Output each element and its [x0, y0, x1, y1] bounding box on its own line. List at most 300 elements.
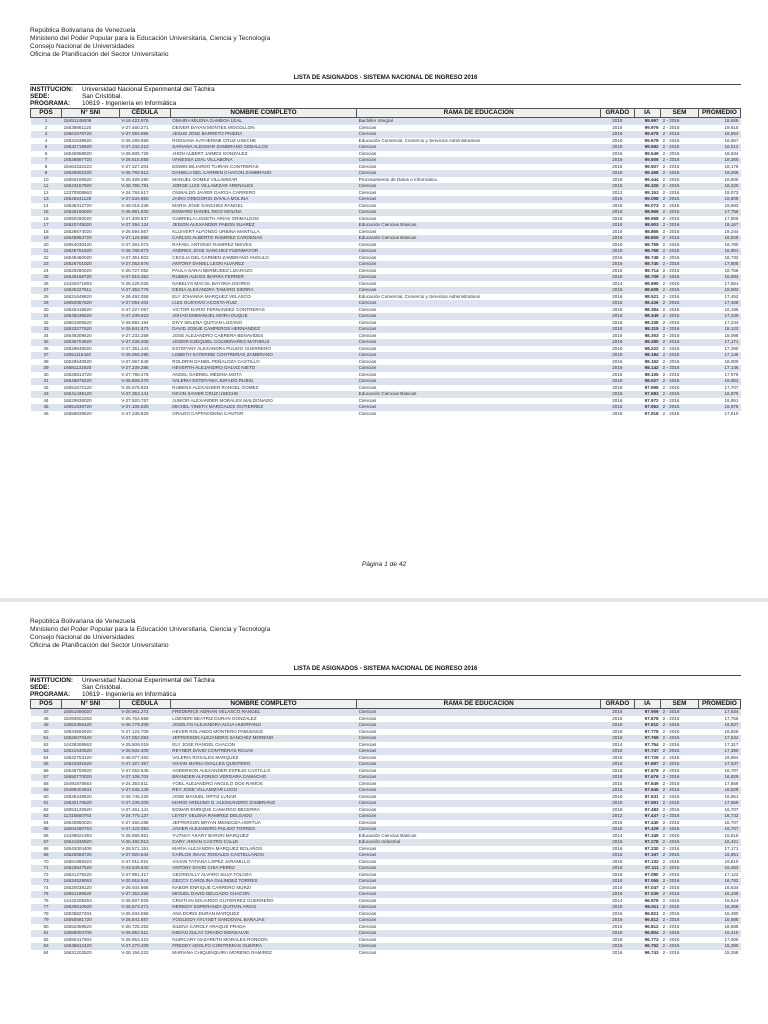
cell-sem: 2 - 2016	[661, 722, 699, 729]
cell-promedio: 16,707	[698, 768, 740, 775]
cell-ia: 97.230	[634, 846, 661, 853]
cell-cedula: V-26.961.272	[119, 709, 170, 716]
cell-sem: 2 - 2016	[661, 755, 699, 762]
cell-nombre: ANA DORIS DURAN MARQUEZ	[170, 911, 356, 918]
cell-rama: Bachiller Integral	[357, 118, 601, 125]
cell-grado: 2016	[601, 820, 634, 827]
cell-pos: 22	[31, 255, 62, 262]
cell-grado: 2016	[601, 339, 634, 346]
cell-nombre: NIDIAN ZULAY CRIADO MONSALVE	[170, 930, 356, 937]
cell-promedio: 16,952	[698, 378, 740, 385]
cell-rama: Ciencias	[357, 716, 601, 723]
cell-cedula: V-26.675.924	[119, 385, 170, 392]
cell-rama: Ciencias	[357, 287, 601, 294]
cell-rama: Procesamiento de Datos e Informática	[357, 177, 601, 184]
cell-promedio: 16,951	[698, 794, 740, 801]
cell-cedula: V-27.227.057	[119, 307, 170, 314]
cell-ia: 97.483	[634, 807, 661, 814]
cell-rama: Ciencias	[357, 846, 601, 853]
cell-grado: 2016	[601, 229, 634, 236]
cell-grado: 2016	[601, 196, 634, 203]
cell-cedula: V-28.016.336	[119, 203, 170, 210]
cell-pos: 81	[31, 930, 62, 937]
cell-sni: 16550280020	[62, 216, 120, 223]
cell-sem: 2 - 2016	[661, 255, 699, 262]
cell-nombre: ORAZIO CAPPADONNA CANTOR	[170, 411, 356, 418]
cell-grado: 2015	[601, 781, 634, 788]
cell-ia: 98.903	[634, 222, 661, 229]
cell-promedio: 16,585	[698, 917, 740, 924]
cell-sni: 16526155020	[62, 209, 120, 216]
programa-label: PROGRAMA:	[30, 691, 71, 698]
cell-grado: 2016	[601, 800, 634, 807]
cell-sem: 2 - 2016	[661, 365, 699, 372]
cell-sni: 16464332223	[62, 164, 120, 171]
cell-pos: 56	[31, 768, 62, 775]
cell-sem: 2 - 2016	[661, 794, 699, 801]
cell-ia: 97.440	[634, 820, 661, 827]
cell-nombre: JOSE MANUEL ORTIZ LUNAR	[170, 794, 356, 801]
cell-sem: 2 - 2016	[661, 313, 699, 320]
cell-nombre: LOENDRI BEATRIZ DURAN GONZALEZ	[170, 716, 356, 723]
cell-grado: 2016	[601, 904, 634, 911]
cell-cedula: V-26.727.052	[119, 268, 170, 275]
cell-promedio: 19,244	[698, 229, 740, 236]
cell-rama: Ciencias	[357, 943, 601, 950]
cell-pos: 11	[31, 183, 62, 190]
cell-rama: Ciencias	[357, 307, 601, 314]
cell-nombre: LISBETH KATERINE CONTRERAS ZAMBRANO	[170, 352, 356, 359]
cell-sem: 2 - 2016	[661, 216, 699, 223]
cell-grado: 2014	[601, 898, 634, 905]
cell-nombre: OMAIRA MILENA GAMBOA LEAL	[170, 118, 356, 125]
cell-ia: 97.591	[634, 800, 661, 807]
cell-promedio: 17,805	[698, 216, 740, 223]
cell-sni: 16540850020	[62, 820, 120, 827]
cell-rama: Ciencias	[357, 346, 601, 353]
cell-pos: 3	[31, 131, 62, 138]
cell-pos: 84	[31, 950, 62, 957]
cell-nombre: LUIS GUSTAVO ACOSTA RUIZ	[170, 300, 356, 307]
cell-grado: 2016	[601, 333, 634, 340]
cell-sem: 2 - 2016	[661, 372, 699, 379]
cell-sni: 16525610920	[62, 904, 120, 911]
col-header-grado: GRADO	[601, 109, 634, 118]
cell-sem: 2 - 2016	[661, 911, 699, 918]
assigned-table	[30, 699, 741, 956]
cell-promedio: 16,707	[698, 820, 740, 827]
cell-nombre: JUNIOR ALEXANDER MORALES MALDONADO	[170, 398, 356, 405]
sede-label: SEDE:	[30, 684, 50, 691]
cell-cedula: V-20.918.944	[119, 878, 170, 885]
cell-grado: 2015	[601, 787, 634, 794]
cell-sni: 16546159720	[62, 274, 120, 281]
cell-cedula: V-26.934.400	[119, 748, 170, 755]
cell-promedio: 17,244	[698, 320, 740, 327]
col-header-sni: N° SNI	[62, 109, 120, 118]
cell-sni: 16522831520	[62, 761, 120, 768]
col-header-cedula: CÉDULA	[119, 109, 170, 118]
cell-sem: 2 - 2016	[661, 196, 699, 203]
cell-sem: 2 - 2016	[661, 774, 699, 781]
cell-promedio: 16,951	[698, 852, 740, 859]
cell-promedio: 17,439	[698, 313, 740, 320]
cell-ia: 97.995	[634, 385, 661, 392]
cell-rama: Ciencias	[357, 924, 601, 931]
cell-grado: 2016	[601, 722, 634, 729]
cell-promedio: 17,171	[698, 339, 740, 346]
report-title: LISTA DE ASIGNADOS - SISTEMA NACIONAL DE INGRESO 2016	[30, 666, 741, 676]
cell-grado: 2016	[601, 346, 634, 353]
cell-promedio: 17,976	[698, 372, 740, 379]
cell-cedula: V-28.077.462	[119, 755, 170, 762]
cell-grado: 2016	[601, 398, 634, 405]
cell-sem: 2 - 2016	[661, 891, 699, 898]
cell-nombre: MARIA JOSE SANCHEZ RANGEL	[170, 203, 356, 210]
cell-sni: 16550106520	[62, 177, 120, 184]
cell-nombre: RAFAEL ANTONIO RAMIREZ NIEVES	[170, 242, 356, 249]
cell-sni: 16526674020	[62, 229, 120, 236]
cell-cedula: V-26.952.511	[119, 930, 170, 937]
cell-pos: 62	[31, 807, 62, 814]
cell-sem: 2 - 2016	[661, 742, 699, 749]
cell-cedula: V-27.045.145	[119, 787, 170, 794]
cell-rama: Ciencias	[357, 878, 601, 885]
cell-grado: 2014	[601, 281, 634, 288]
cell-pos: 45	[31, 404, 62, 411]
cell-grado: 2016	[601, 755, 634, 762]
cell-rama: Ciencias	[357, 229, 601, 236]
cell-rama: Ciencias	[357, 735, 601, 742]
cell-cedula: V-27.916.352	[119, 274, 170, 281]
sede-value: San Cristóbal.	[82, 93, 123, 100]
cell-sem: 2 - 2016	[661, 235, 699, 242]
cell-sem: 2 - 2016	[661, 339, 699, 346]
institucion-label: INSTITUCION:	[30, 86, 73, 93]
cell-pos: 48	[31, 716, 62, 723]
assigned-table	[30, 108, 741, 417]
cell-pos: 76	[31, 898, 62, 905]
cell-ia: 99.509	[634, 157, 661, 164]
cell-promedio: 16,463	[698, 865, 740, 872]
cell-nombre: EDWIN BILIARDO TUIRAN CONTRERAS	[170, 164, 356, 171]
cell-rama: Ciencias	[357, 826, 601, 833]
cell-nombre: JEFFERSON ALEJANDRO SANCHEZ MORENO	[170, 735, 356, 742]
cell-grado: 2016	[601, 378, 634, 385]
cell-sni: 16550591720	[62, 917, 120, 924]
cell-rama: Ciencias	[357, 313, 601, 320]
cell-pos: 4	[31, 138, 62, 145]
cell-sni: 16521278220	[62, 872, 120, 879]
cell-rama: Ciencias	[357, 794, 601, 801]
cell-promedio: 17,317	[698, 742, 740, 749]
cell-ia: 98.027	[634, 378, 661, 385]
cell-grado: 2016	[601, 287, 634, 294]
cell-rama: Ciencias	[357, 898, 601, 905]
cell-pos: 47	[31, 709, 62, 716]
cell-cedula: V-26.673.271	[119, 904, 170, 911]
cell-sni: 16551115420	[62, 352, 120, 359]
cell-pos: 61	[31, 800, 62, 807]
cell-ia: 96.812	[634, 924, 661, 931]
cell-nombre: DEINA ALEXANDRA TAMARO SIERRA	[170, 287, 356, 294]
cell-rama: Ciencias	[357, 248, 601, 255]
cell-sem: 2 - 2016	[661, 865, 699, 872]
cell-rama: Ciencias	[357, 781, 601, 788]
table-body	[31, 709, 741, 957]
cell-sni: 16581131920	[62, 365, 120, 372]
cell-cedula: V-29.066.295	[119, 352, 170, 359]
cell-grado: 2016	[601, 268, 634, 275]
cell-cedula: V-27.361.073	[119, 242, 170, 249]
cell-nombre: DEIVER DAYAN MONTES MOGOLLON	[170, 125, 356, 132]
col-header-pos: POS	[31, 109, 62, 118]
cell-sem: 2 - 2016	[661, 242, 699, 249]
cell-rama: Ciencias	[357, 183, 601, 190]
cell-ia: 97.631	[634, 794, 661, 801]
cell-nombre: ESTEFANY ALEXANDRA PULIDO GUERRERO	[170, 346, 356, 353]
cell-grado: 2016	[601, 359, 634, 366]
cell-ia: 98.349	[634, 313, 661, 320]
letterhead-line: Consejo Nacional de Universidades	[30, 43, 135, 50]
cell-pos: 58	[31, 781, 62, 788]
letterhead-line: República Bolivariana de Venezuela	[30, 618, 136, 625]
col-header-grado: GRADO	[601, 700, 634, 709]
cell-sem: 2 - 2016	[661, 411, 699, 418]
cell-cedula: V-26.779.209	[119, 722, 170, 729]
cell-sem: 2 - 2016	[661, 138, 699, 145]
cell-sem: 2 - 2016	[661, 404, 699, 411]
cell-sni: 16546236620	[62, 313, 120, 320]
cell-grado: 2016	[601, 183, 634, 190]
cell-promedio: 18,683	[698, 287, 740, 294]
cell-sem: 2 - 2016	[661, 820, 699, 827]
table-header-row	[31, 700, 741, 709]
cell-grado: 2016	[601, 235, 634, 242]
letterhead	[30, 602, 741, 650]
cell-sni: 16548878220	[62, 378, 120, 385]
cell-sni: 16538861120	[62, 125, 120, 132]
cell-grado: 2016	[601, 729, 634, 736]
cell-nombre: ANGEL GABRIEL MEDINA MOTA	[170, 372, 356, 379]
cell-grado: 2016	[601, 365, 634, 372]
cell-ia: 97.972	[634, 398, 661, 405]
cell-grado: 2016	[601, 943, 634, 950]
cell-sni: 16532716920	[62, 144, 120, 151]
col-header-nombre: NOMBRE COMPLETO	[170, 109, 356, 118]
cell-rama: Ciencias	[357, 203, 601, 210]
cell-cedula: V-26.489.290	[119, 177, 170, 184]
cell-rama: Ciencias	[357, 709, 601, 716]
cell-promedio: 16,976	[698, 391, 740, 398]
cell-cedula: V-27.394.124	[119, 222, 170, 229]
cell-promedio: 16,524	[698, 898, 740, 905]
table-row	[31, 118, 741, 125]
cell-rama: Ciencias	[357, 372, 601, 379]
cell-promedio: 16,829	[698, 774, 740, 781]
cell-sem: 2 - 2016	[661, 398, 699, 405]
cell-sem: 2 - 2016	[661, 917, 699, 924]
cell-grado: 2016	[601, 203, 634, 210]
cell-promedio: 17,610	[698, 411, 740, 418]
cell-sem: 2 - 2016	[661, 281, 699, 288]
cell-rama: Ciencias	[357, 216, 601, 223]
cell-promedio: 16,707	[698, 826, 740, 833]
cell-rama: Ciencias	[357, 333, 601, 340]
cell-nombre: KEVIN XAVIER CRUZ USECHE	[170, 391, 356, 398]
col-header-promedio: PROMEDIO	[698, 109, 740, 118]
cell-pos: 36	[31, 346, 62, 353]
cell-cedula: V-26.492.058	[119, 294, 170, 301]
cell-cedula: V-27.124.855	[119, 235, 170, 242]
cell-promedio: 17,659	[698, 800, 740, 807]
cell-rama: Ciencias	[357, 411, 601, 418]
cell-rama: Ciencias	[357, 787, 601, 794]
cell-promedio: 17,634	[698, 735, 740, 742]
cell-grado: 2016	[601, 242, 634, 249]
cell-sni: 14442205263	[62, 898, 120, 905]
cell-pos: 33	[31, 326, 62, 333]
cell-grado: 2016	[601, 716, 634, 723]
cell-grado: 2015	[601, 826, 634, 833]
cell-rama: Educación Ciencias Básicas	[357, 833, 601, 840]
cell-sem: 2 - 2016	[661, 294, 699, 301]
cell-sni: 16533277620	[62, 326, 120, 333]
cell-sni: 16529602220	[62, 170, 120, 177]
cell-pos: 20	[31, 242, 62, 249]
cell-grado: 2016	[601, 216, 634, 223]
cell-grado: 2016	[601, 794, 634, 801]
cell-promedio: 19,610	[698, 125, 740, 132]
cell-rama: Ciencias	[357, 365, 601, 372]
cell-ia: 96.743	[634, 950, 661, 957]
cell-grado: 2016	[601, 846, 634, 853]
cell-nombre: ELY JOSE RANGEL CHACON	[170, 742, 356, 749]
cell-promedio: 18,667	[698, 138, 740, 145]
cell-ia: 97.953	[634, 404, 661, 411]
cell-promedio: 16,732	[698, 813, 740, 820]
table-row	[31, 709, 741, 716]
cell-sni: 12370508563	[62, 190, 120, 197]
cell-rama: Ciencias	[357, 807, 601, 814]
cell-sni: 16529280020	[62, 268, 120, 275]
cell-rama: Ciencias	[357, 852, 601, 859]
cell-sni: 16561605520	[62, 320, 120, 327]
cell-rama: Educación Ciencias Básicas	[357, 391, 601, 398]
table-row	[31, 950, 741, 957]
cell-sni: 16559004706	[62, 930, 120, 937]
cell-pos: 64	[31, 820, 62, 827]
cell-promedio: 16,951	[698, 248, 740, 255]
cell-nombre: MANUEL GOMEZ VILLAMIZAR	[170, 177, 356, 184]
cell-ia: 99.997	[634, 118, 661, 125]
cell-promedio: 18,732	[698, 255, 740, 262]
cell-nombre: YUTNAY AKARY BARON MARQUEZ	[170, 833, 356, 840]
cell-cedula: V-27.353.141	[119, 391, 170, 398]
cell-sem: 2 - 2016	[661, 852, 699, 859]
cell-grado: 2016	[601, 261, 634, 268]
cell-ia: 96.752	[634, 943, 661, 950]
cell-nombre: KLUIVERT ALFONSO URBINA MANTILLA	[170, 229, 356, 236]
cell-sem: 2 - 2016	[661, 274, 699, 281]
cell-pos: 70	[31, 859, 62, 866]
cell-sni: 16520745020	[62, 222, 120, 229]
cell-ia: 97.676	[634, 774, 661, 781]
cell-cedula: V-27.911.910	[119, 859, 170, 866]
cell-rama: Ciencias	[357, 255, 601, 262]
cell-promedio: 18,780	[698, 242, 740, 249]
cell-pos: 35	[31, 339, 62, 346]
cell-sem: 2 - 2016	[661, 203, 699, 210]
cell-pos: 1	[31, 118, 62, 125]
cell-rama: Ciencias	[357, 904, 601, 911]
cell-sem: 2 - 2016	[661, 937, 699, 944]
cell-cedula: V-26.289.658	[119, 138, 170, 145]
cell-rama: Ciencias	[357, 859, 601, 866]
cell-pos: 82	[31, 937, 62, 944]
cell-sem: 2 - 2016	[661, 846, 699, 853]
institucion-value: Universidad Nacional Experimental del Táchira	[82, 677, 215, 684]
report-title: LISTA DE ASIGNADOS - SISTEMA NACIONAL DE INGRESO 2016	[30, 75, 741, 85]
cell-sem: 2 - 2016	[661, 943, 699, 950]
cell-grado: 2016	[601, 274, 634, 281]
cell-cedula: V-24.775.137	[119, 813, 170, 820]
cell-grado: 2014	[601, 833, 634, 840]
cell-promedio: 17,659	[698, 781, 740, 788]
cell-cedula: V-26.841.687	[119, 917, 170, 924]
cell-ia: 99.507	[634, 164, 661, 171]
cell-sni: 16552358520	[62, 924, 120, 931]
cell-promedio: 17,468	[698, 300, 740, 307]
cell-ia: 98.769	[634, 242, 661, 249]
cell-promedio: 16,707	[698, 807, 740, 814]
cell-ia: 98.958	[634, 216, 661, 223]
cell-sni: 16531639820	[62, 138, 120, 145]
cell-pos: 68	[31, 846, 62, 853]
cell-nombre: ANTONY DAVID CHIA PEREZ	[170, 865, 356, 872]
cell-ia: 98.768	[634, 248, 661, 255]
col-header-sni: N° SNI	[62, 700, 120, 709]
cell-sem: 2 - 2016	[661, 761, 699, 768]
cell-grado: 2016	[601, 326, 634, 333]
col-header-cedula: CÉDULA	[119, 700, 170, 709]
cell-cedula: V-26.725.252	[119, 924, 170, 931]
cell-rama: Ciencias	[357, 242, 601, 249]
institucion-value: Universidad Nacional Experimental del Táchira	[82, 86, 215, 93]
cell-rama: Ciencias	[357, 125, 601, 132]
cell-ia: 98.436	[634, 300, 661, 307]
cell-sem: 2 - 2016	[661, 131, 699, 138]
cell-cedula: V-27.788.476	[119, 372, 170, 379]
cell-promedio: 17,561	[698, 281, 740, 288]
cell-pos: 63	[31, 813, 62, 820]
cell-sni: 16551536720	[62, 404, 120, 411]
cell-cedula: V-27.239.923	[119, 313, 170, 320]
cell-pos: 75	[31, 891, 62, 898]
cell-grado: 2016	[601, 735, 634, 742]
cell-rama: Ciencias	[357, 891, 601, 898]
cell-rama: Ciencias	[357, 930, 601, 937]
cell-sni: 16549460020	[62, 255, 120, 262]
cell-rama: Educación Ciencias Básicas	[357, 235, 601, 242]
cell-nombre: NABELYS MACOL BAYONA OSORIO	[170, 281, 356, 288]
cell-cedula: V-26.792.912	[119, 170, 170, 177]
cell-promedio: 17,390	[698, 346, 740, 353]
cell-sni: 16526070420	[62, 735, 120, 742]
cell-promedio: 17,390	[698, 748, 740, 755]
cell-grado: 2016	[601, 774, 634, 781]
cell-grado: 2016	[601, 404, 634, 411]
